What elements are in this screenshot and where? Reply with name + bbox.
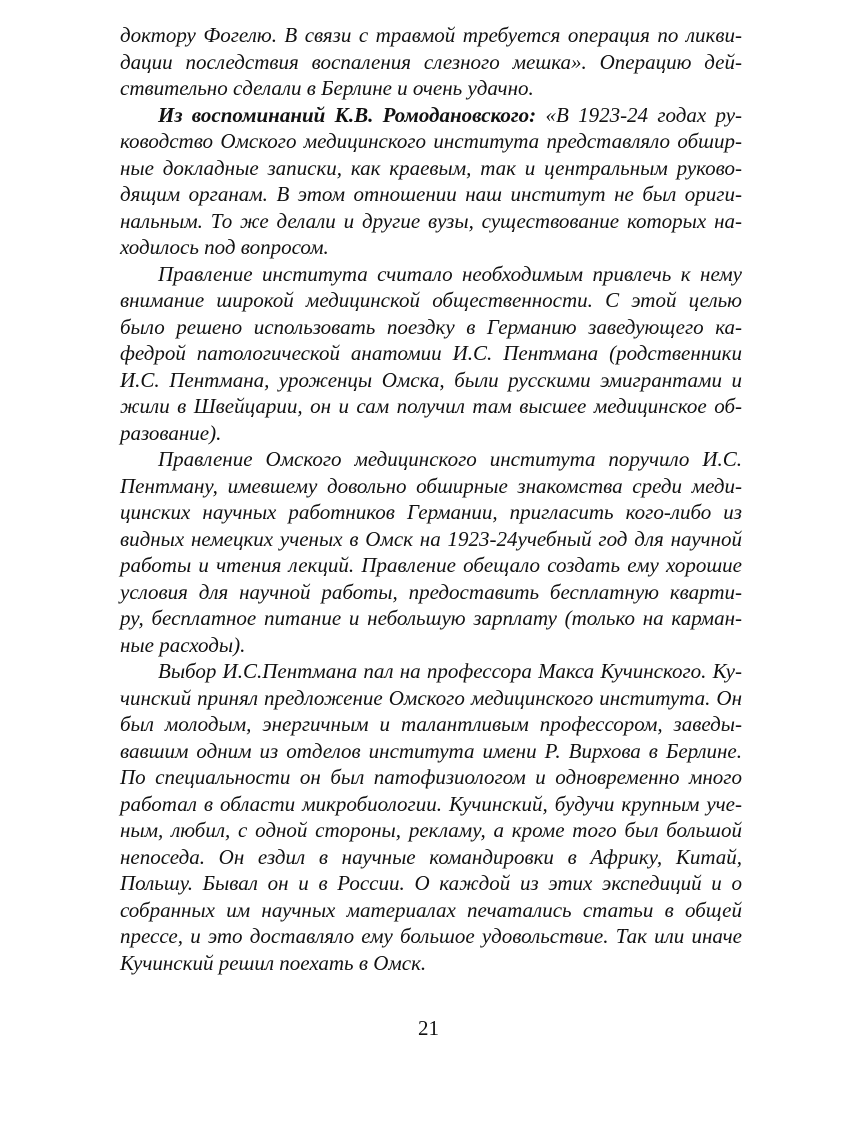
text-line: работы и чтения лекций. Правление обещало создать ему хорошие [120, 553, 742, 577]
text-line: дации последствия воспаления слезного мешка». Операцию дей- [120, 49, 742, 74]
text-line: доктору Фогелю. В связи с травмой требуется операция по ликви- [120, 23, 742, 47]
text-line: работал в области микробиологии. Кучинский, будучи крупным уче- [120, 791, 742, 816]
text-fragment: «В 1923-24 годах ру- [545, 102, 743, 127]
text-line: нальным. То же делали и другие вузы, существование которых на- [120, 208, 742, 233]
memoir-source-heading: Из воспоминаний К.В. Ромодановского: [158, 102, 537, 127]
text-line: цинских научных работников Германии, пригласить кого-либо из [120, 500, 742, 524]
text-line: ные докладные записки, как краевым, так и центральным руково- [120, 155, 742, 180]
text-line [120, 102, 742, 129]
text-line: собранных им научных материалах печатались статьи в общей [120, 897, 742, 922]
text-line: видных немецких ученых в Омск на 1923-24учебный год для научной [120, 526, 742, 551]
text-line: ным, любил, с одной стороны, рекламу, а кроме того был большой [120, 818, 742, 842]
text-line: внимание широкой медицинской общественности. С этой целью [120, 288, 742, 312]
text-line: дящим органам. В этом отношении наш институт не был ориги- [120, 182, 742, 206]
text-line: ководство Омского медицинского института представляло обшир- [120, 129, 742, 153]
text-line: По специальности он был патофизиологом и одновременно много [120, 765, 742, 789]
text-line: прессе, и это доставляло ему большое удовольствие. Так или иначе [120, 924, 742, 948]
text-line: условия для научной работы, предоставить бесплатную кварти- [120, 579, 742, 604]
text-line: вавшим одним из отделов института имени Р. Вирхова в Берлине. [120, 738, 742, 763]
text-line: Польшу. Бывал он и в России. О каждой из этих экспедиций и о [120, 871, 742, 895]
text-line: чинский принял предложение Омского медицинского института. Он [120, 685, 742, 710]
text-line: жили в Швейцарии, он и сам получил там высшее медицинское об- [120, 394, 742, 418]
text-line: ру, бесплатное питание и небольшую зарплату (только на карман- [120, 606, 742, 630]
text-line: Пентману, имевшему довольно обширные знакомства среди меди- [120, 473, 742, 498]
text-line: И.С. Пентмана, уроженцы Омска, были русскими эмигрантами и [120, 367, 742, 392]
text-line: Правление Омского медицинского института поручило И.С. [158, 447, 742, 471]
text-line: было решено использовать поездку в Германию заведующего ка- [120, 314, 742, 339]
text-line: ствительно сделали в Берлине и очень удачно. [120, 76, 534, 100]
text-line: разование). [120, 420, 222, 445]
page-number: 21 [418, 1016, 439, 1040]
text-line: Выбор И.С.Пентмана пал на профессора Макса Кучинского. Ку- [158, 659, 742, 683]
text-line: Кучинский решил поехать в Омск. [120, 950, 427, 975]
text-line: был молодым, энергичным и талантливым профессором, заведы- [120, 712, 742, 736]
text-line: непоседа. Он ездил в научные командировки в Африку, Китай, [120, 844, 742, 869]
text-line: ходилось под вопросом. [120, 235, 329, 259]
text-line: федрой патологической анатомии И.С. Пентмана (родственники [120, 341, 742, 365]
text-line: Правление института считало необходимым привлечь к нему [158, 261, 742, 286]
body-text [120, 22, 742, 976]
text-line: ные расходы). [120, 632, 246, 657]
